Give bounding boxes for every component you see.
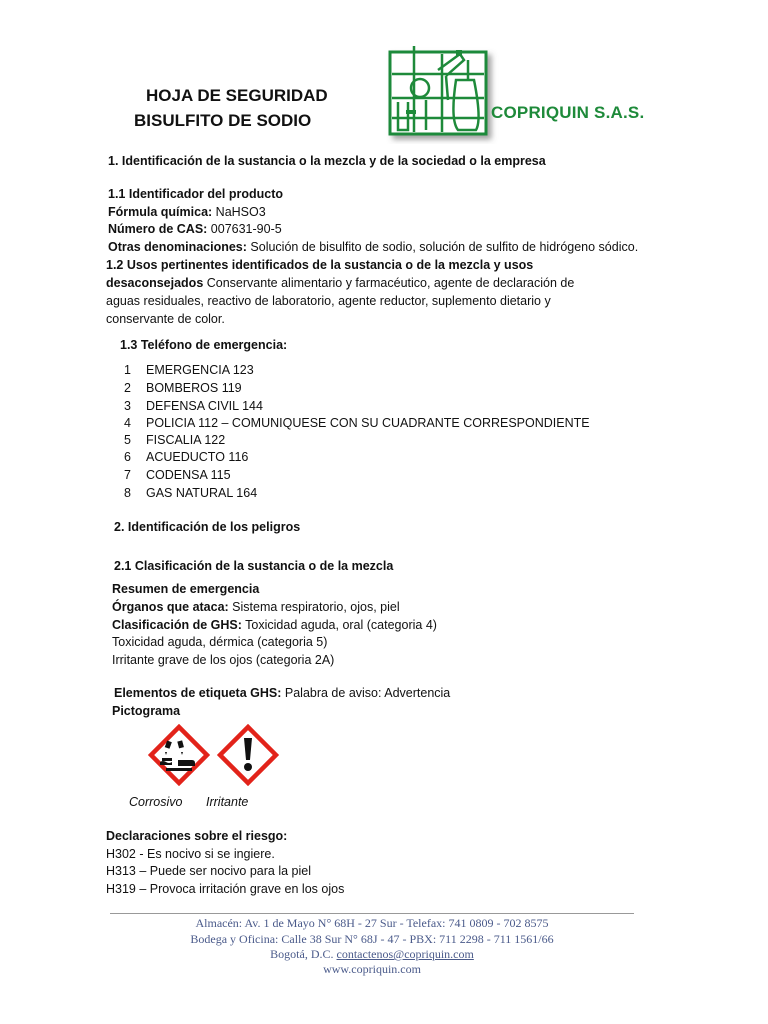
organs-label: Órganos que ataca:: [112, 600, 229, 614]
h319-statement: H319 – Provoca irritación grave en los ojos: [106, 882, 345, 896]
company-logo: [386, 40, 656, 144]
section12-bold: desaconsejados: [106, 276, 204, 290]
section21-heading: 2.1 Clasificación de la sustancia o de la mezcla: [114, 559, 394, 573]
email-link[interactable]: contactenos@copriquin.com: [336, 947, 474, 961]
organs-line: [112, 599, 400, 616]
section12-heading: 1.2 Usos pertinentes identificados de la sustancia o de la mezcla y usos: [106, 258, 534, 272]
formula-value: NaHSO3: [212, 205, 266, 219]
list-text: CODENSA 115: [146, 468, 231, 482]
section12-text1: Conservante alimentario y farmacéutico, agente de declaración de: [203, 276, 575, 290]
list-item: [124, 381, 242, 398]
cas-value: 007631-90-5: [207, 222, 282, 236]
organs-value: Sistema respiratorio, ojos, piel: [228, 600, 400, 614]
emergency-summary: Resumen de emergencia: [112, 582, 260, 596]
pictogram-label: Pictograma: [112, 704, 181, 718]
footer-city-email: [110, 947, 634, 962]
list-text: ACUEDUCTO 116: [146, 450, 249, 464]
list-text: BOMBEROS 119: [146, 381, 242, 395]
list-number: 3: [124, 399, 131, 413]
footer-divider: [110, 913, 634, 914]
irritant-pictogram-icon: [217, 724, 279, 786]
label-elements-label: Elementos de etiqueta GHS:: [114, 686, 282, 700]
footer-website[interactable]: www.copriquin.com: [323, 962, 421, 976]
section12-text3: conservante de color.: [106, 312, 225, 326]
list-item: [124, 450, 248, 467]
section12-line2: [106, 275, 574, 292]
list-number: 4: [124, 416, 131, 430]
other-names-value: Solución de bisulfito de sodio, solución de sulfito de hidrógeno sódico.: [246, 240, 639, 254]
list-number: 8: [124, 486, 131, 500]
irritant-caption: Irritante: [206, 795, 249, 809]
other-names-line: [108, 239, 638, 256]
formula-line: [108, 204, 266, 221]
cas-line: [108, 221, 282, 238]
list-item: [124, 486, 257, 503]
list-number: 6: [124, 450, 131, 464]
footer-address-2: Bodega y Oficina: Calle 38 Sur N° 68J - 47 - PBX: 711 2298 - 711 1561/66: [190, 932, 554, 946]
company-name: COPRIQUIN S.A.S.: [491, 103, 645, 122]
ghs-line2: Toxicidad aguda, dérmica (categoria 5): [112, 635, 328, 649]
ghs-value: Toxicidad aguda, oral (categoria 4): [241, 618, 437, 632]
corrosive-caption: Corrosivo: [129, 795, 183, 809]
list-item: [124, 399, 263, 416]
risk-heading: Declaraciones sobre el riesgo:: [106, 829, 288, 843]
list-number: 7: [124, 468, 131, 482]
list-text: EMERGENCIA 123: [146, 363, 254, 377]
list-item: [124, 363, 254, 380]
h313-statement: H313 – Puede ser nocivo para la piel: [106, 864, 311, 878]
list-text: POLICIA 112 – COMUNIQUESE CON SU CUADRANTE CORRESPONDIENTE: [146, 416, 590, 430]
ghs-label: Clasificación de GHS:: [112, 618, 242, 632]
section11-heading: 1.1 Identificador del producto: [108, 187, 284, 201]
ghs-line: [112, 617, 437, 634]
other-names-label: Otras denominaciones:: [108, 240, 247, 254]
section13-heading: 1.3 Teléfono de emergencia:: [120, 338, 288, 352]
cas-label: Número de CAS:: [108, 222, 208, 236]
footer-city: Bogotá, D.C.: [270, 947, 337, 961]
list-text: GAS NATURAL 164: [146, 486, 258, 500]
list-item: [124, 468, 231, 485]
list-number: 5: [124, 433, 131, 447]
section2-heading: 2. Identificación de los peligros: [114, 520, 301, 534]
substance-title: BISULFITO DE SODIO: [134, 111, 312, 130]
list-text: FISCALIA 122: [146, 433, 226, 447]
footer-address-1: Almacén: Av. 1 de Mayo N° 68H - 27 Sur - Telefax: 741 0809 - 702 8575: [195, 916, 549, 930]
label-elements-value: Palabra de aviso: Advertencia: [281, 686, 451, 700]
corrosive-pictogram-icon: [148, 724, 210, 786]
ghs-line3: Irritante grave de los ojos (categoria 2A): [112, 653, 335, 667]
lab-equipment-icon: [386, 40, 656, 144]
list-text: DEFENSA CIVIL 144: [146, 399, 263, 413]
document-title: HOJA DE SEGURIDAD: [146, 86, 328, 105]
label-elements-line: [114, 685, 450, 702]
section12-text2: aguas residuales, reactivo de laboratorio, agente reductor, suplemento dietario y: [106, 294, 551, 308]
formula-label: Fórmula química:: [108, 205, 213, 219]
list-number: 1: [124, 363, 131, 377]
h302-statement: H302 - Es nocivo si se ingiere.: [106, 847, 275, 861]
section1-heading: 1. Identificación de la sustancia o la mezcla y de la sociedad o la empresa: [108, 154, 546, 168]
list-number: 2: [124, 381, 131, 395]
list-item: [124, 416, 590, 433]
list-item: [124, 433, 225, 450]
